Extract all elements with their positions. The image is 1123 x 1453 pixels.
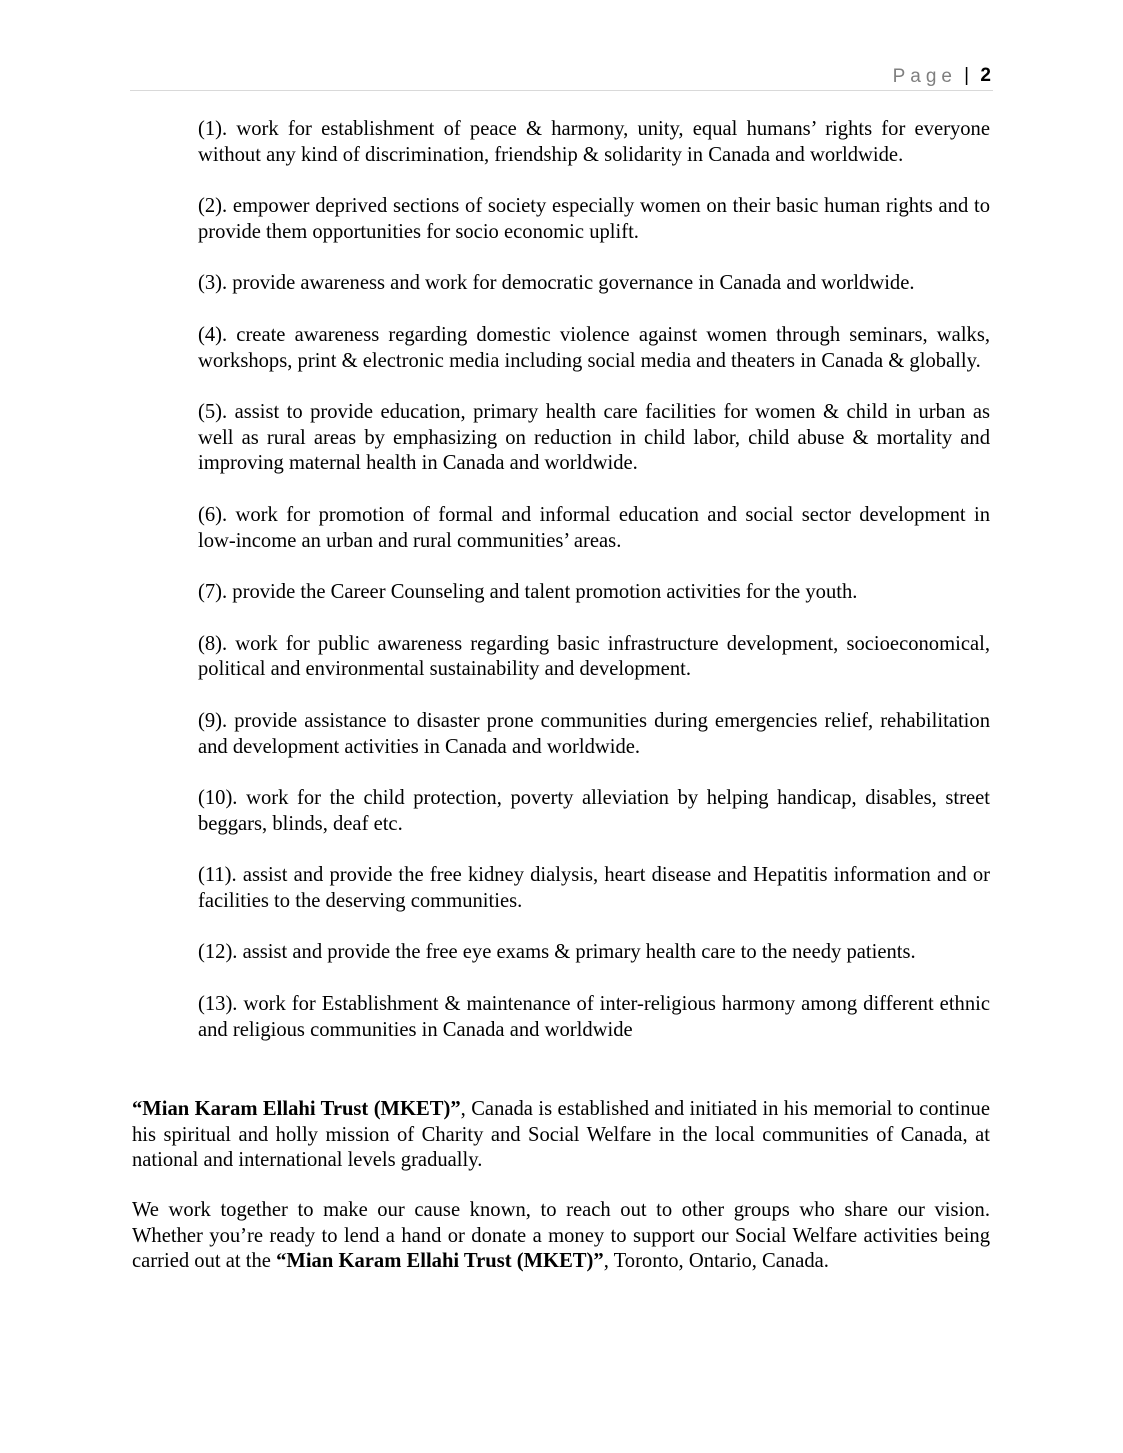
objective-item: (3). provide awareness and work for democratic governance in Canada and worldwide. bbox=[198, 272, 915, 295]
objective-item: (10). work for the child protection, poverty alleviation by helping handicap, disables, street beggars, blinds, deaf etc. bbox=[198, 787, 990, 835]
objective-item: (12). assist and provide the free eye exams & primary health care to the needy patients. bbox=[198, 941, 916, 964]
objective-item: (1). work for establishment of peace & harmony, unity, equal humans’ rights for everyone without any kind of discrimination, friendship & solidarity in Canada and worldwide. bbox=[198, 118, 990, 166]
trust-name: “Mian Karam Ellahi Trust (MKET)” bbox=[132, 1098, 461, 1120]
call-to-action-text: We work together to make our cause known, to reach out to other groups who share our vision. Whether you’re ready to lend a hand or donate a money to support our Social Welfare activities being carried out at the bbox=[132, 1199, 990, 1273]
objective-item: (7). provide the Career Counseling and talent promotion activities for the youth. bbox=[198, 581, 858, 604]
page-separator: | bbox=[964, 65, 969, 86]
trust-intro-paragraph bbox=[132, 1097, 990, 1174]
objective-item: (11). assist and provide the free kidney dialysis, heart disease and Hepatitis information and or facilities to the deserving communities. bbox=[198, 864, 990, 912]
objective-item: (8). work for public awareness regarding basic infrastructure development, socioeconomical, political and environmental sustainability and development. bbox=[198, 632, 990, 681]
objective-item: (6). work for promotion of formal and informal education and social sector development in low-income an urban and rural communities’ areas. bbox=[198, 503, 990, 552]
page-number: 2 bbox=[980, 65, 991, 86]
objectives-list bbox=[198, 117, 990, 1069]
trust-intro-text: , Canada is established and initiated in his memorial to continue his spiritual and holly mission of Charity and Social Welfare in the local communities of Canada, at national and international levels gradually. bbox=[132, 1098, 990, 1172]
page-label: Page bbox=[892, 66, 957, 87]
location-text: , Toronto, Ontario, Canada. bbox=[603, 1250, 829, 1273]
objective-item: (13). work for Establishment & maintenance of inter-religious harmony among different ethnic and religious communities in Canada and worldwide bbox=[198, 993, 990, 1041]
objective-item: (2). empower deprived sections of society especially women on their basic human rights and to provide them opportunities for socio economic uplift. bbox=[198, 195, 990, 243]
objective-item: (9). provide assistance to disaster prone communities during emergencies relief, rehabilitation and development activities in Canada and worldwide. bbox=[198, 709, 990, 758]
page-header bbox=[130, 62, 993, 91]
objective-item: (4). create awareness regarding domestic violence against women through seminars, walks, workshops, print & electronic media including social media and theaters in Canada & globally. bbox=[198, 323, 990, 372]
objective-item: (5). assist to provide education, primary health care facilities for women & child in urban as well as rural areas by emphasizing on reduction in child labor, child abuse & mortality and improving maternal health in Canada and worldwide. bbox=[198, 401, 990, 475]
call-to-action-paragraph bbox=[132, 1198, 990, 1275]
trust-name: “Mian Karam Ellahi Trust (MKET)” bbox=[276, 1250, 604, 1273]
